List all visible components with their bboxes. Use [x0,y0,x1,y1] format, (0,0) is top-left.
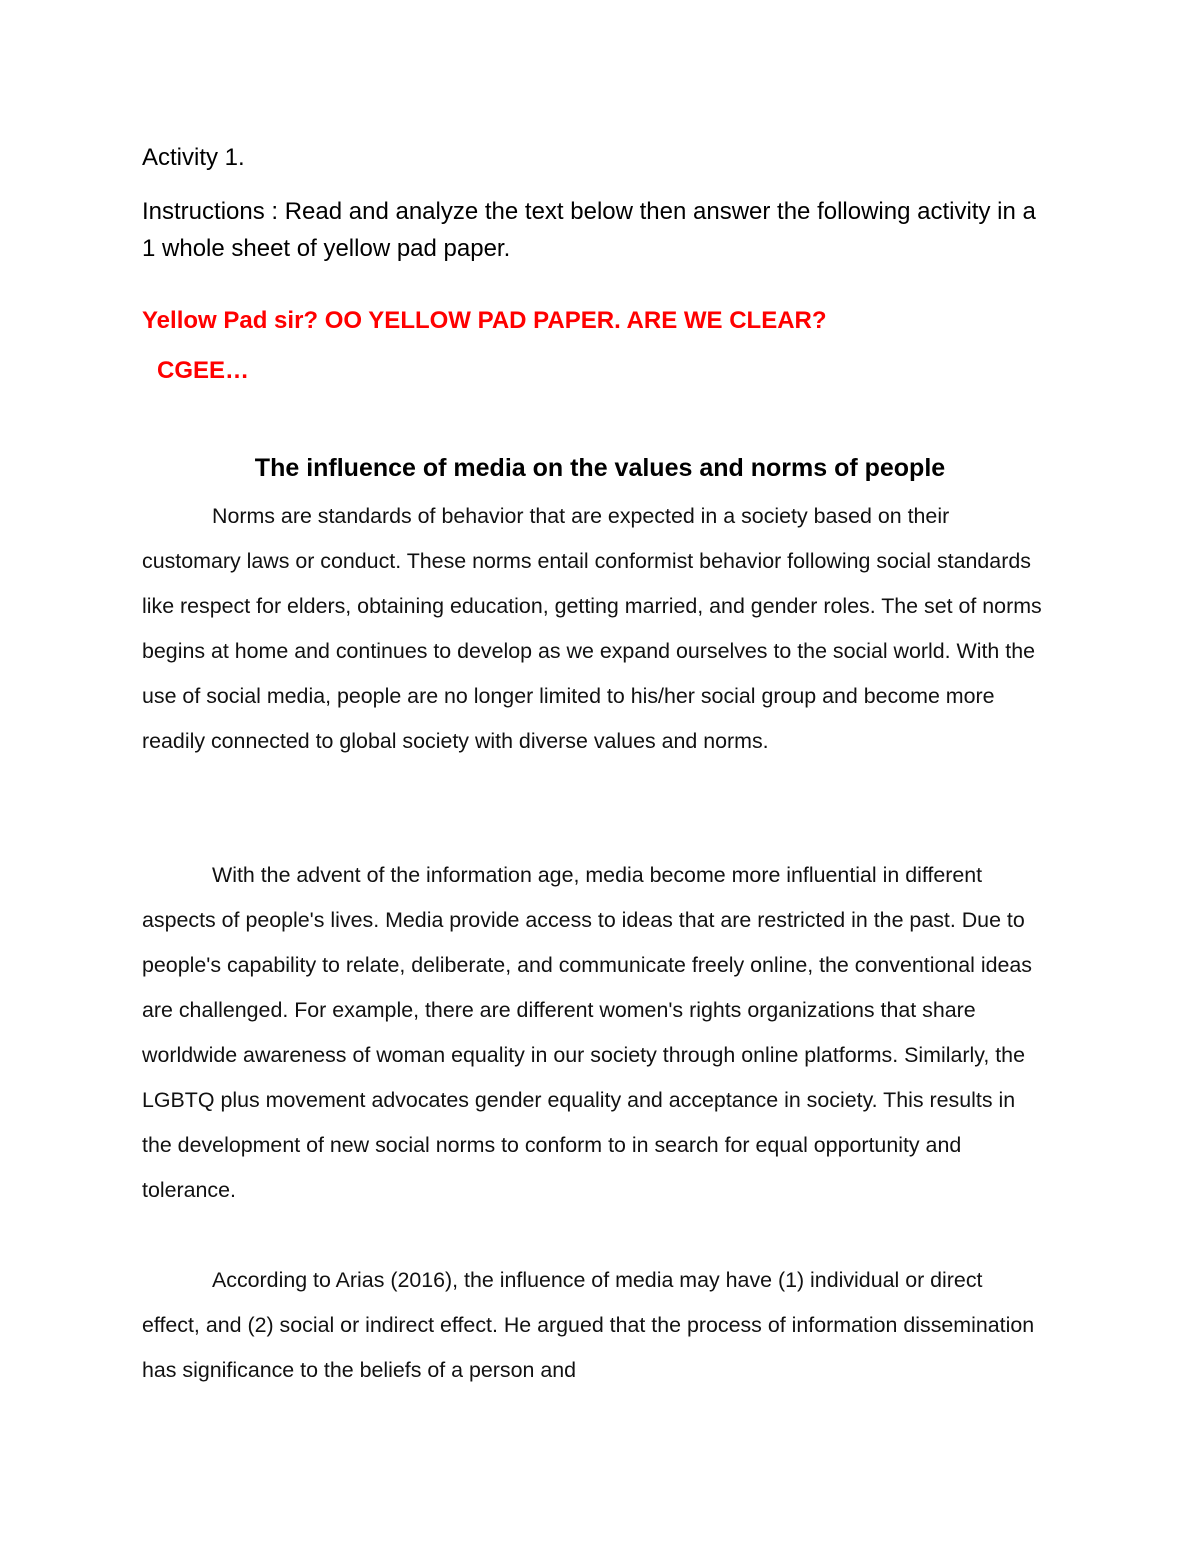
body-paragraph-2: With the advent of the information age, media become more influential in different aspects of people's lives. Media provide access to ideas that are restricted in the past. Due to people's capability to relate, deliberate, and communicate freely online, the conventional ideas are challenged. For example, there are different women's rights organizations that share worldwide awareness of woman equality in our society through online platforms. Similarly, the LGBTQ plus movement advocates gender equality and acceptance in society. This results in the development of new social norms to conform to in search for equal opportunity and tolerance. [142,863,1032,1202]
article-title: The influence of media on the values and norms of people [254,454,946,482]
red-note-line-1: Yellow Pad sir? OO YELLOW PAD PAPER. ARE WE CLEAR? [142,307,827,334]
body-paragraph-3: According to Arias (2016), the influence of media may have (1) individual or direct effect, and (2) social or indirect effect. He argued that the process of information dissemination has significance to the beliefs of a person and [142,1268,1035,1382]
activity-heading: Activity 1. [142,144,245,171]
red-note-line-2: CGEE… [157,357,250,384]
body-paragraph-1: Norms are standards of behavior that are expected in a society based on their customary laws or conduct. These norms entail conformist behavior following social standards like respect for elders, obtaining education, getting married, and gender roles. The set of norms begins at home and continues to develop as we expand ourselves to the social world. With the use of social media, people are no longer limited to his/her social group and become more readily connected to global society with diverse values and norms. [142,504,1042,753]
instructions-text: Instructions : Read and analyze the text below then answer the following activity in a 1 whole sheet of yellow pad paper. [142,198,1036,262]
